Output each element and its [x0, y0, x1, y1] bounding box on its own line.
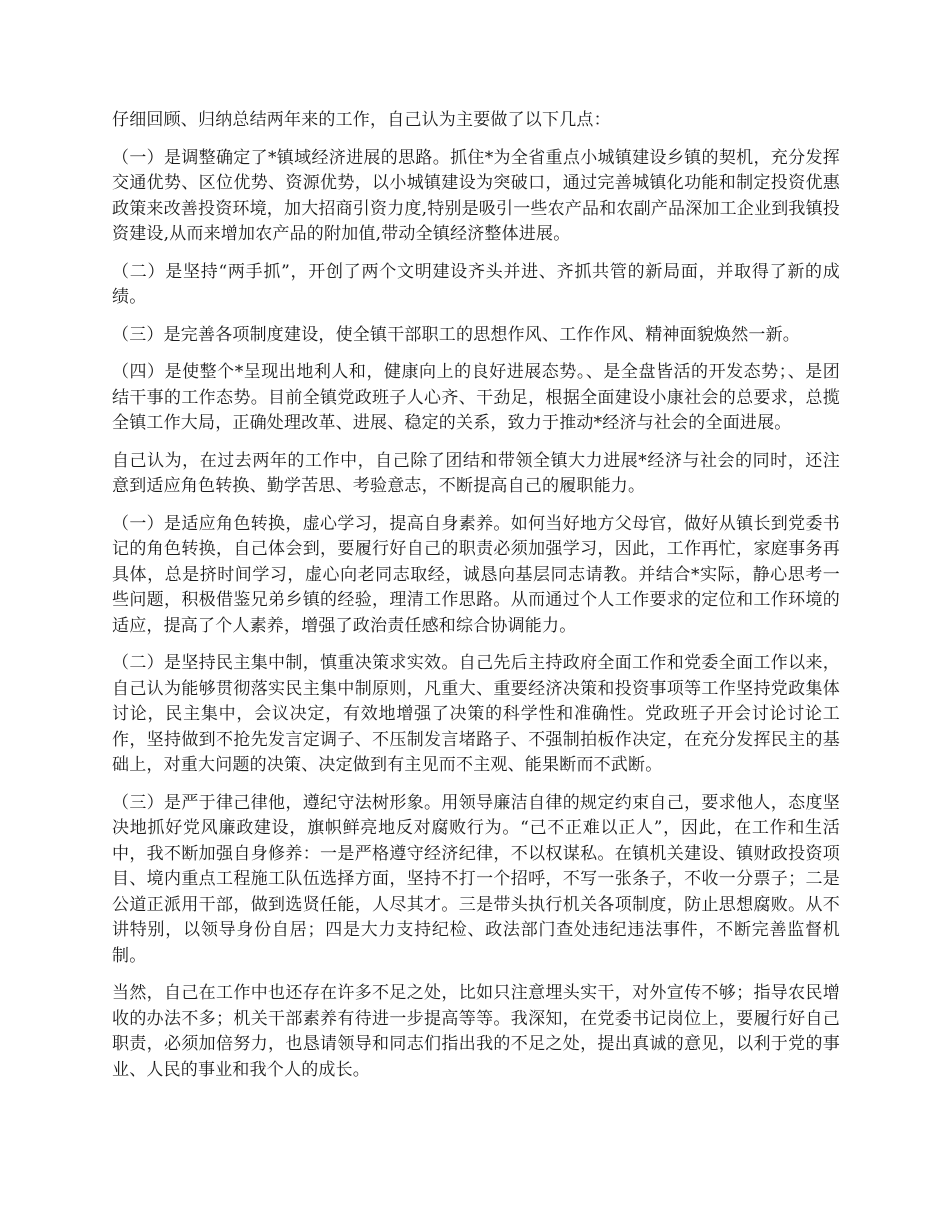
- document-body: [112, 108, 840, 1095]
- section-1-paragraph: （一）是调整确定了*镇域经济进展的思路。抓住*为全省重点小城镇建设乡镇的契机，充分发挥交通优势、区位优势、资源优势，以小城镇建设为突破口，通过完善城镇化功能和制定投资优惠政策来改善投资环境，加大招商引资力度,特别是吸引一些农产品和农副产品深加工企业到我镇投资建设,从而来增加农产品的附加值,带动全镇经济整体进展。: [112, 147, 841, 244]
- conclusion-paragraph: 当然，自己在工作中也还存在许多不足之处，比如只注意埋头实干，对外宣传不够；指导农民增收的办法不多；机关干部素养有待进一步提高等等。我深知，在党委书记岗位上，要履行好自己职责，必须加倍努力，也恳请领导和同志们指出我的不足之处，提出真诚的意见，以利于党的事业、人民的事业和我个人的成长。: [112, 983, 840, 1080]
- ability-2-paragraph: （二）是坚持民主集中制，慎重决策求实效。自己先后主持政府全面工作和党委全面工作以来，自己认为能够贯彻落实民主集中制原则，凡重大、重要经济决策和投资事项等工作坚持党政集体讨论，民主集中，会议决定，有效地增强了决策的科学性和准确性。党政班子开会讨论讨论工作，坚持做到不抢先发言定调子、不压制发言堵路子、不强制拍板作决定，在充分发挥民主的基础上，对重大问题的决策、决定做到有主见而不主观、能果断而不武断。: [112, 653, 840, 775]
- intro-paragraph: 仔细回顾、归纳总结两年来的工作，自己认为主要做了以下几点：: [112, 110, 611, 130]
- section-4-paragraph: （四）是使整个*呈现出地利人和，健康向上的良好进展态势。、是全盘皆活的开发态势；、是团结干事的工作态势。目前全镇党政班子人心齐、干劲足，根据全面建设小康社会的总要求，总揽全镇工作大局，正确处理改革、进展、稳定的关系，致力于推动*经济与社会的全面进展。: [112, 362, 840, 433]
- self-assessment-paragraph: 自己认为，在过去两年的工作中，自己除了团结和带领全镇大力进展*经济与社会的同时，还注意到适应角色转换、勤学苦思、考验意志，不断提高自己的履职能力。: [112, 450, 840, 496]
- ability-3-paragraph: （三）是严于律己律他，遵纪守法树形象。用领导廉洁自律的规定约束自己，要求他人，态度坚决地抓好党风廉政建设，旗帜鲜亮地反对腐败行为。“己不正难以正人”，因此，在工作和生活中，我不断加强自身修养：一是严格遵守经济纪律，不以权谋私。在镇机关建设、镇财政投资项目、境内重点工程施工队伍选择方面，坚持不打一个招呼，不写一张条子，不收一分票子；二是公道正派用干部，做到选贤任能，人尽其才。三是带头执行机关各项制度，防止思想腐败。从不讲特别，以领导身份自居；四是大力支持纪检、政法部门查处违纪违法事件，不断完善监督机制。: [112, 792, 840, 966]
- ability-1-paragraph: （一）是适应角色转换，虚心学习，提高自身素养。如何当好地方父母官，做好从镇长到党委书记的角色转换，自己体会到，要履行好自己的职责必须加强学习，因此，工作再忙，家庭事务再具体，总是挤时间学习，虚心向老同志取经，诚恳向基层同志请教。并结合*实际，静心思考一些问题，积极借鉴兄弟乡镇的经验，理清工作思路。从而通过个人工作要求的定位和工作环境的适应，提高了个人素养，增强了政治责任感和综合协调能力。: [112, 513, 840, 636]
- section-2-paragraph: （二）是坚持“两手抓”，开创了两个文明建设齐头并进、齐抓共管的新局面，并取得了新的成绩。: [112, 261, 840, 307]
- section-3-paragraph: （三）是完善各项制度建设，使全镇干部职工的思想作风、工作作风、精神面貌焕然一新。: [112, 324, 800, 345]
